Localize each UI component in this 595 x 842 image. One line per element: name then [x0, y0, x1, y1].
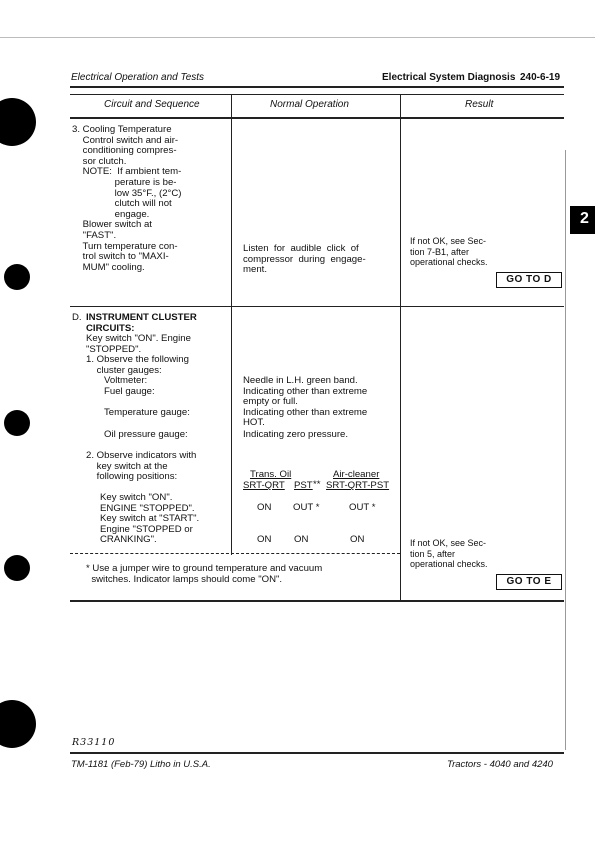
step-line: NOTE: If ambient tem-: [72, 166, 182, 178]
step-2: [86, 451, 196, 483]
gauge-name: Fuel gauge:: [104, 386, 155, 397]
normal-line: compressor during engage-: [243, 253, 366, 265]
step-line: following positions:: [86, 471, 178, 483]
indicator-header-pst: PST: [294, 480, 313, 491]
header-left: Electrical Operation and Tests: [71, 72, 205, 83]
section-d-result: [410, 538, 488, 570]
go-to-e-button[interactable]: GO TO E: [496, 574, 562, 590]
gauge-normal: Indicating other than extreme: [243, 407, 368, 418]
gauge-name: Voltmeter:: [104, 375, 148, 386]
gauge-normal: Indicating zero pressure.: [243, 429, 349, 440]
column-header-result: Result: [465, 99, 494, 110]
column-header-normal: Normal Operation: [270, 99, 349, 110]
section-3-steps: [72, 125, 182, 273]
footer-right: Tractors - 4040 and 4240: [447, 759, 553, 770]
footnote-line: switches. Indicator lamps should come "ON".: [86, 573, 283, 585]
section-3-result: [410, 236, 488, 268]
footnote-line: * Use a jumper wire to ground temperature and vacuum: [86, 563, 323, 574]
indicator-header-pst-mark: **: [313, 479, 321, 490]
step-line: sor clutch.: [72, 155, 127, 167]
header-rule: [70, 86, 564, 88]
column-divider: [400, 94, 401, 600]
indicator-header-srt-qrt-pst: SRT-QRT-PST: [326, 480, 390, 491]
indicator-value: ON: [350, 534, 365, 545]
indicator-header-air-cleaner: Air-cleaner: [333, 469, 380, 480]
gauge-normal: Needle in L.H. green band.: [243, 375, 358, 386]
intro-line: Key switch "ON". Engine: [86, 333, 191, 344]
indicator-value: ON: [294, 534, 309, 545]
section-d-intro: [86, 334, 191, 376]
step-line: low 35°F., (2°C): [72, 187, 182, 199]
step-line: conditioning compres-: [72, 145, 177, 157]
positions-on: [100, 493, 195, 514]
result-line: If not OK, see Sec-: [410, 538, 487, 548]
step-line: perature is be-: [72, 176, 177, 188]
result-line: operational checks.: [410, 257, 488, 268]
position-line: Engine "STOPPED or: [100, 523, 193, 535]
column-divider: [231, 94, 232, 555]
footer-left: TM-1181 (Feb-79) Litho in U.S.A.: [71, 759, 211, 770]
step-line: Control switch and air-: [72, 134, 179, 146]
indicator-value: OUT *: [349, 502, 376, 513]
result-line: operational checks.: [410, 559, 488, 570]
binder-hole: [4, 410, 30, 436]
go-to-d-button[interactable]: GO TO D: [496, 272, 562, 288]
step-line: clutch will not: [72, 198, 172, 210]
result-line: tion 7-B1, after: [410, 246, 470, 257]
indicator-header-srt-qrt: SRT-QRT: [243, 480, 285, 491]
step-line: trol switch to "MAXI-: [72, 251, 169, 263]
margin-rule: [565, 150, 566, 750]
indicator-value: ON: [257, 502, 272, 513]
gauge-name: Temperature gauge:: [104, 407, 190, 418]
positions-start: [100, 514, 199, 546]
table-top-rule: [70, 94, 564, 95]
step-line: "FAST".: [72, 229, 117, 241]
column-header-circuit: Circuit and Sequence: [104, 99, 200, 110]
step-line: engage.: [72, 208, 150, 220]
normal-line: Listen for audible click of: [243, 243, 359, 254]
result-line: tion 5, after: [410, 548, 456, 559]
step-line: 2. Observe indicators with: [86, 450, 197, 461]
footnote-separator: [70, 553, 400, 554]
gauge-normal: Indicating other than extreme: [243, 386, 368, 397]
normal-line: ment.: [243, 264, 267, 276]
result-line: If not OK, see Sec-: [410, 236, 487, 246]
indicator-header-trans-oil: Trans. Oil: [250, 469, 292, 480]
top-rule: [0, 37, 595, 38]
position-line: Key switch at "START".: [100, 513, 200, 524]
row-divider: [70, 306, 564, 307]
indicator-value: OUT *: [293, 502, 320, 513]
position-line: Key switch "ON".: [100, 492, 173, 503]
binder-hole: [0, 700, 36, 748]
step-line: 3. Cooling Temperature: [72, 124, 172, 135]
table-bottom-rule: [70, 600, 564, 602]
intro-line: "STOPPED".: [86, 343, 142, 355]
step-line: key switch at the: [86, 460, 168, 472]
intro-line: cluster gauges:: [86, 364, 162, 376]
binder-hole: [0, 98, 36, 146]
position-line: ENGINE "STOPPED".: [100, 502, 195, 514]
step-line: Blower switch at: [72, 219, 152, 231]
gauge-normal: empty or full.: [243, 396, 298, 407]
binder-hole: [4, 555, 30, 581]
footer-rule: [70, 752, 564, 754]
step-line: MUM" cooling.: [72, 261, 145, 273]
section-d-letter: D.: [72, 312, 82, 323]
footnote: [86, 564, 322, 585]
step-line: Turn temperature con-: [72, 240, 178, 252]
section-tab-number: 2: [580, 210, 589, 227]
section-d-title: CIRCUITS:: [86, 323, 135, 334]
gauge-name: Oil pressure gauge:: [104, 429, 188, 440]
column-header-rule: [70, 117, 564, 119]
section-3-normal: [243, 244, 366, 276]
position-line: CRANKING".: [100, 534, 157, 546]
header-center: Electrical System Diagnosis: [382, 72, 516, 83]
indicator-value: ON: [257, 534, 272, 545]
gauge-normal: HOT.: [243, 417, 265, 428]
binder-hole: [4, 264, 30, 290]
document-code: R33110: [72, 737, 116, 748]
section-d-title: INSTRUMENT CLUSTER: [86, 312, 197, 323]
header-page: 240-6-19: [520, 72, 561, 83]
intro-line: 1. Observe the following: [86, 354, 189, 366]
